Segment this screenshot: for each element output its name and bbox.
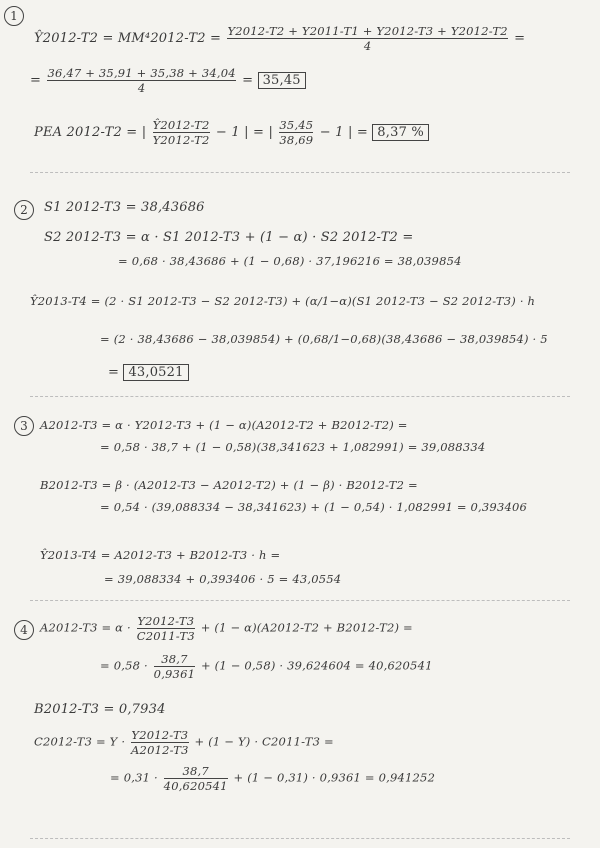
q4-line5 [110, 764, 435, 793]
q1-pea-frac2-num: 35,45 [279, 118, 314, 132]
q1-pea-minus-2: − 1 [319, 125, 344, 140]
q4-line2-den: 0,9361 [153, 667, 196, 681]
q2-line4: Ŷ2013-T4 = (2 · S1 2012-T3 − S2 2012-T3) + (α/1−α)(S1 2012-T3 − S2 2012-T3) · h [30, 294, 536, 308]
q1-line1-fraction [227, 24, 507, 53]
section-divider [30, 600, 570, 601]
q4-line1-den: C2011-T3 [136, 629, 195, 643]
q3-line5: Ŷ2013-T4 = A2012-T3 + B2012-T3 · h = [40, 548, 281, 562]
q4-line1-fraction [137, 614, 195, 643]
q4-line4-den: A2012-T3 [131, 743, 189, 757]
q1-line1: Ŷ2012-T2 = MM⁴2012-T2 = $\frac{Y2012-T2 + Y2011-T1 + Y2012-T3 + Y2012-T2}{4}$ = [34, 24, 526, 53]
q1-pea-fraction-2 [279, 118, 313, 147]
q1-line2: = $\frac{36,47 + 35,91 + 35,38 + 34,04}{4}$ = 35,45 [30, 66, 306, 95]
q4-line2-fraction [154, 652, 195, 681]
q1-pea-frac2-den: 38,69 [279, 133, 314, 147]
q2-line5: = (2 · 38,43686 − 38,039854) + (0,68/1−0,68)(38,43686 − 38,039854) · 5 [100, 332, 548, 346]
q1-line1-left: Ŷ2012-T2 = MM⁴2012-T2 = [34, 31, 222, 46]
q3-line2: = 0,58 · 38,7 + (1 − 0,58)(38,341623 + 1,082991) = 39,088334 [100, 440, 486, 454]
q4-line5-den: 40,620541 [163, 779, 228, 793]
q1-pea-frac-den: Y2012-T2 [152, 133, 210, 147]
q3-line6: = 39,088334 + 0,393406 · 5 = 43,0554 [104, 572, 342, 586]
q4-line1-num: Y2012-T3 [137, 614, 195, 628]
q4-line5-fraction [164, 764, 228, 793]
section-divider [30, 172, 570, 173]
q1-pea-result: 8,37 % [372, 124, 429, 141]
q2-result: 43,0521 [123, 364, 188, 381]
q1-pea-line: PEA 2012-T2 = | $\frac{Ŷ2012-T2}{Y2012-T2}$ − 1 | = | $\frac{35,45}{38,69}$ − 1 | = 8,37 % [34, 118, 429, 147]
q3-line1: A2012-T3 = α · Y2012-T3 + (1 − α)(A2012-T2 + B2012-T2) = [40, 418, 408, 432]
section-marker-2: 2 [14, 200, 34, 220]
q4-line1-right: + (1 − α)(A2012-T2 + B2012-T2) = [200, 620, 413, 635]
q1-line1-numerator: Y2012-T2 + Y2011-T1 + Y2012-T3 + Y2012-T2 [227, 24, 508, 38]
q4-line2 [100, 652, 433, 681]
q4-line5-left: = 0,31 · [110, 770, 158, 785]
section-divider [30, 838, 570, 839]
q4-line3: B2012-T3 = 0,7934 [34, 702, 166, 717]
q4-line4-num: Y2012-T3 [131, 728, 189, 742]
q1-pea-label: PEA 2012-T2 = [34, 125, 138, 140]
q1-line2-fraction [47, 66, 235, 95]
q1-line2-numerator: 36,47 + 35,91 + 35,38 + 34,04 [47, 66, 236, 80]
q4-line1-left: A2012-T3 = α · [40, 620, 131, 635]
q1-pea-frac-num: Ŷ2012-T2 [152, 118, 210, 132]
q2-line1: S1 2012-T3 = 38,43686 [44, 200, 205, 215]
q4-line2-left: = 0,58 · [100, 658, 148, 673]
section-marker-4: 4 [14, 620, 34, 640]
q4-line2-right: + (1 − 0,58) · 39,624604 = 40,620541 [200, 658, 433, 673]
q1-pea-fraction [153, 118, 210, 147]
q2-line3: = 0,68 · 38,43686 + (1 − 0,68) · 37,196216 = 38,039854 [118, 254, 462, 268]
q3-line3: B2012-T3 = β · (A2012-T3 − A2012-T2) + (1 − β) · B2012-T2 = [40, 478, 418, 492]
q4-line4 [34, 728, 334, 757]
q4-line5-right: + (1 − 0,31) · 0,9361 = 0,941252 [233, 770, 436, 785]
q4-line4-right: + (1 − Y) · C2011-T3 = [194, 734, 334, 749]
section-marker-1: 1 [4, 6, 24, 26]
q4-line4-left: C2012-T3 = Y · [34, 734, 126, 749]
section-divider [30, 396, 570, 397]
q1-pea-minus-1: − 1 [215, 125, 240, 140]
q4-line5-num: 38,7 [182, 764, 209, 778]
q2-line2: S2 2012-T3 = α · S1 2012-T3 + (1 − α) · S2 2012-T2 = [44, 230, 414, 245]
q2-result-line: = 43,0521 [108, 364, 189, 381]
q4-line4-fraction [131, 728, 189, 757]
q1-line2-denominator: 4 [47, 80, 235, 95]
q4-line1 [40, 614, 413, 643]
q3-line4: = 0,54 · (39,088334 − 38,341623) + (1 − 0,54) · 1,082991 = 0,393406 [100, 500, 528, 514]
q4-line2-num: 38,7 [161, 652, 188, 666]
q1-result: 35,45 [258, 72, 306, 89]
section-marker-3: 3 [14, 416, 34, 436]
q1-line1-denominator: 4 [227, 38, 507, 53]
